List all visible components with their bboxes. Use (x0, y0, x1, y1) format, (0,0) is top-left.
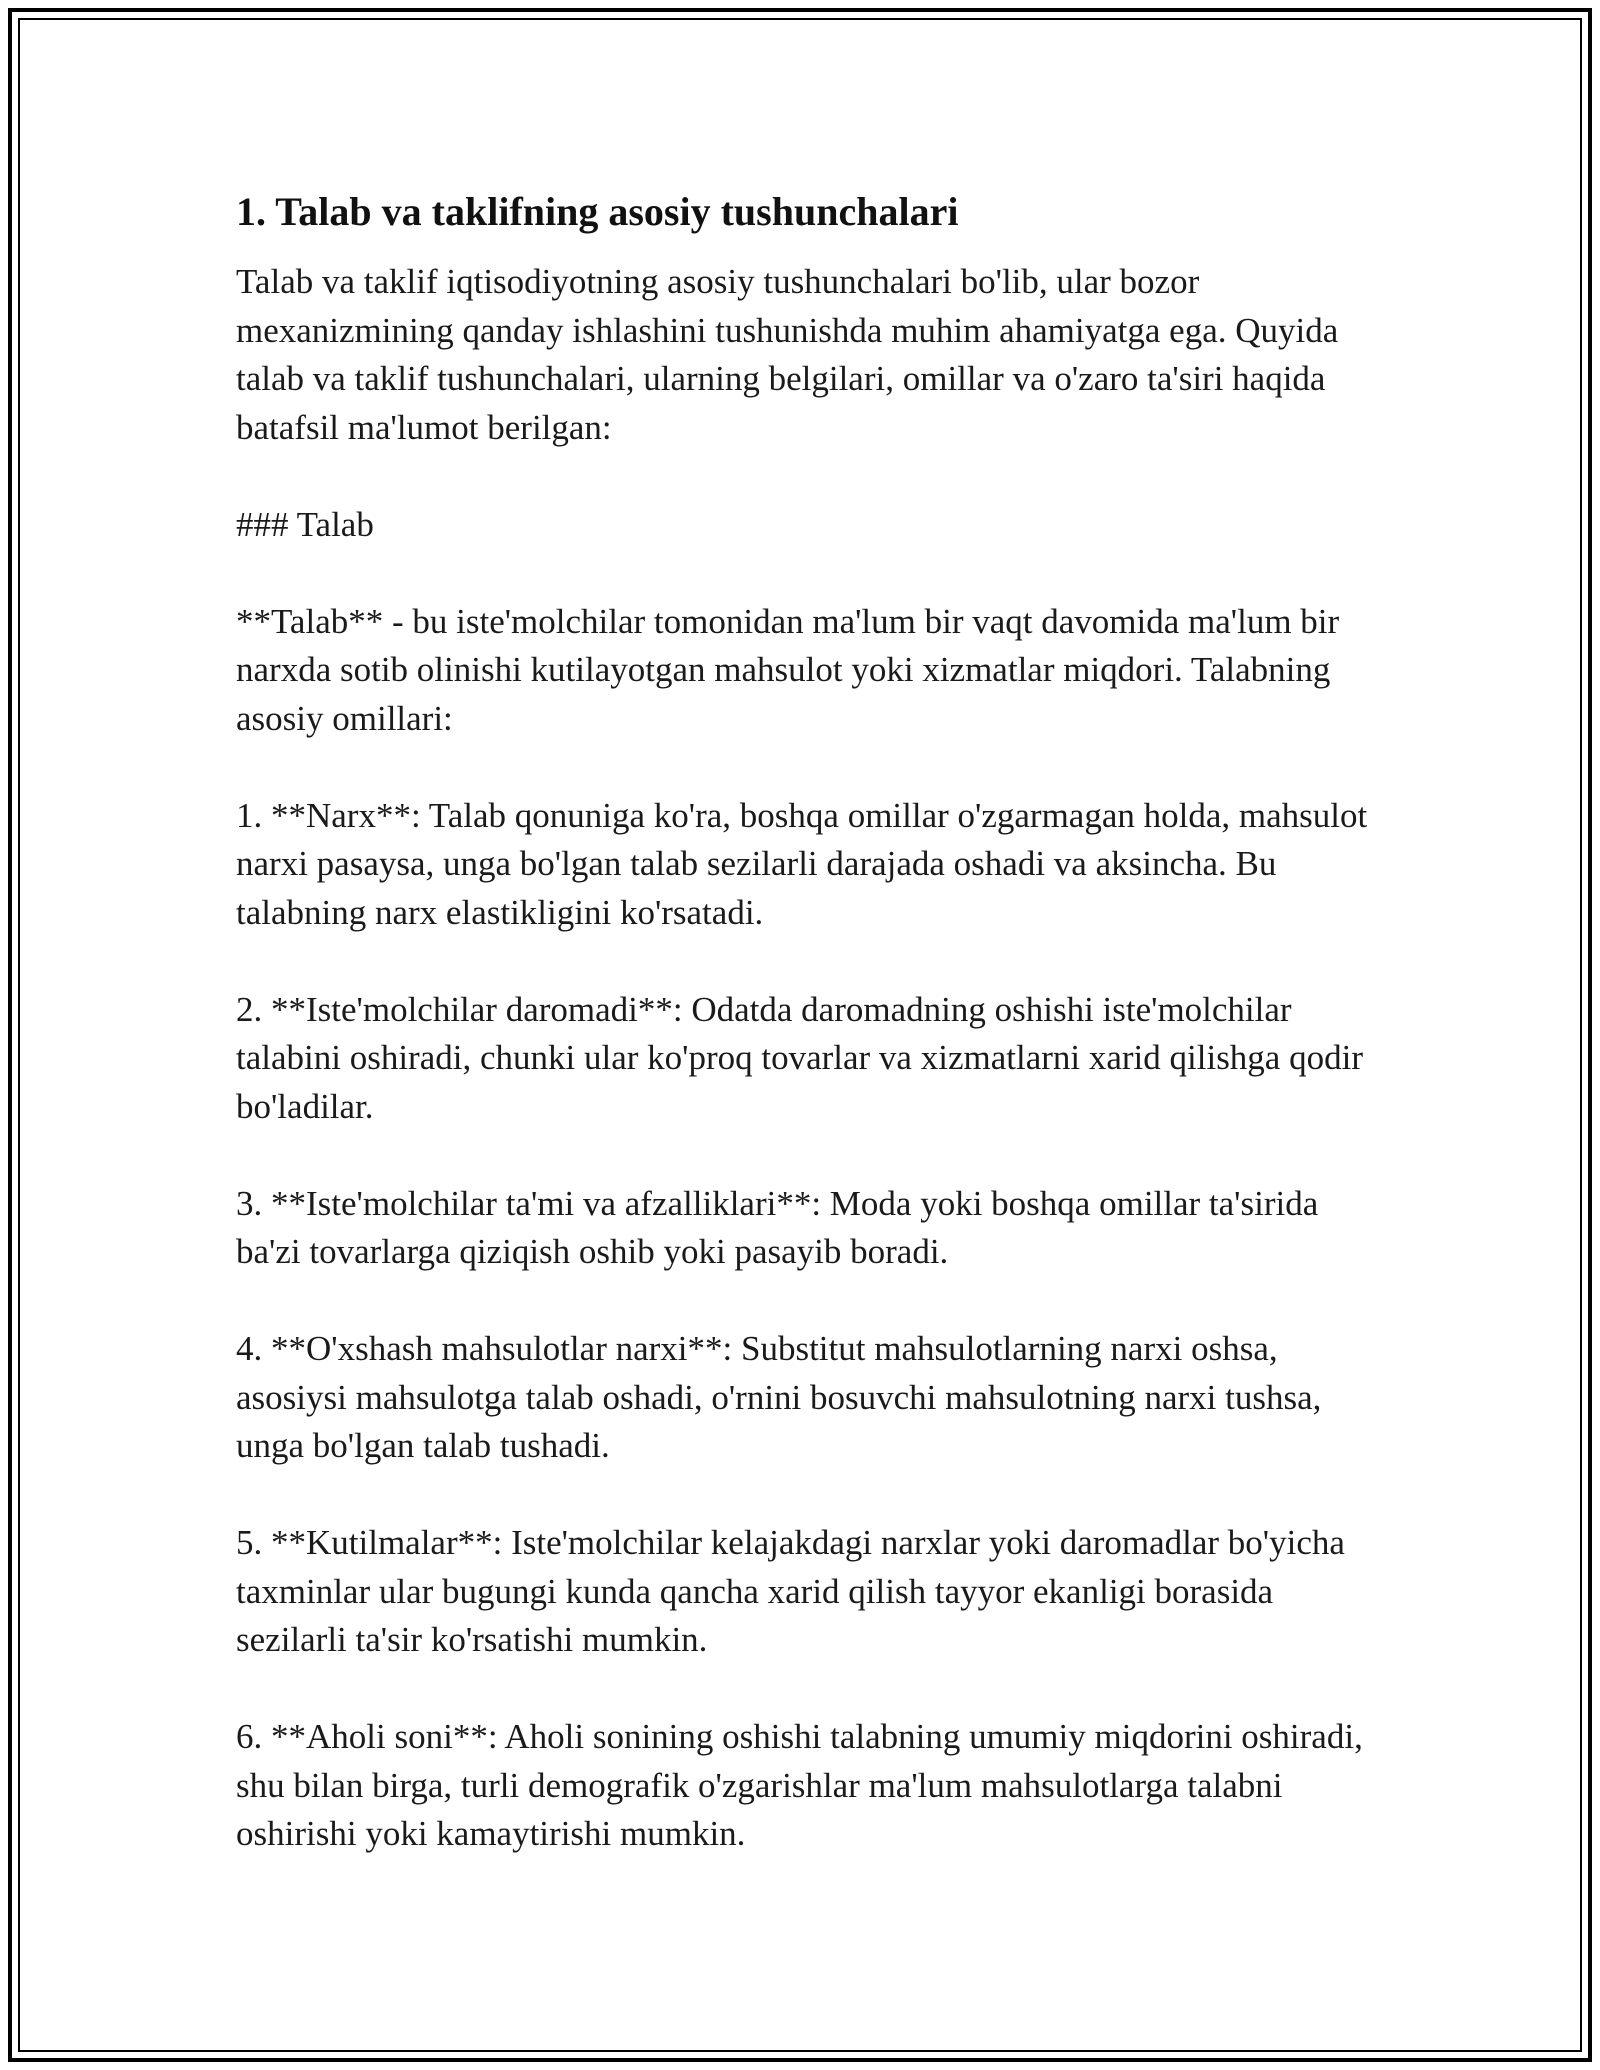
list-item-daromad: 2. **Iste'molchilar daromadi**: Odatda daromadning oshishi iste'molchilar talabini oshiradi, chunki ular ko'proq tovarlar va xizmatlarni xarid qilishga qodir bo'ladilar. (236, 989, 1363, 1126)
list-item-tami: 3. **Iste'molchilar ta'mi va afzalliklari**: Moda yoki boshqa omillar ta'sirida ba'zi tovarlarga qiziqish oshib yoki pasayib boradi. (236, 1183, 1319, 1271)
list-item-oxshash-narx: 4. **O'xshash mahsulotlar narxi**: Substitut mahsulotlarning narxi oshsa, asosiysi mahsulotga talab oshadi, o'rnini bosuvchi mahsulotning narxi tushsa, unga bo'lgan talab tushadi. (236, 1329, 1322, 1465)
document-body (236, 184, 1386, 1859)
list-item-narx: 1. **Narx**: Talab qonuniga ko'ra, boshqa omillar o'zgarmagan holda, mahsulot narxi pasaysa, unga bo'lgan talab sezilarli darajada oshadi va aksincha. Bu talabning narx elastikligini ko'rsatadi. (236, 795, 1368, 932)
list-item-aholi-soni: 6. **Aholi soni**: Aholi sonining oshishi talabning umumiy miqdorini oshiradi, shu bilan birga, turli demografik o'zgarishlar ma'lum mahsulotlarga talabni oshirishi yoki kamaytirishi mumkin. (236, 1717, 1363, 1853)
subheading-talab: ### Talab (236, 504, 374, 544)
intro-paragraph: Talab va taklif iqtisodiyotning asosiy tushunchalari bo'lib, ular bozor mexanizmining qanday ishlashini tushunishda muhim ahamiyatga ega. Quyida talab va taklif tushunchalari, ularning belgilari, omillar va o'zaro ta'siri haqida batafsil ma'lumot berilgan: (236, 262, 1339, 447)
list-item-kutilmalar: 5. **Kutilmalar**: Iste'molchilar kelajakdagi narxlar yoki daromadlar bo'yicha taxminlar ular bugungi kunda qancha xarid qilish tayyor ekanligi borasida sezilarli ta'sir ko'rsatishi mumkin. (236, 1523, 1345, 1659)
section-heading: 1. Talab va taklifning asosiy tushunchalari (236, 189, 959, 234)
talab-definition-paragraph: **Talab** - bu iste'molchilar tomonidan ma'lum bir vaqt davomida ma'lum bir narxda sotib olinishi kutilayotgan mahsulot yoki xizmatlar miqdori. Talabning asosiy omillari: (236, 601, 1340, 738)
